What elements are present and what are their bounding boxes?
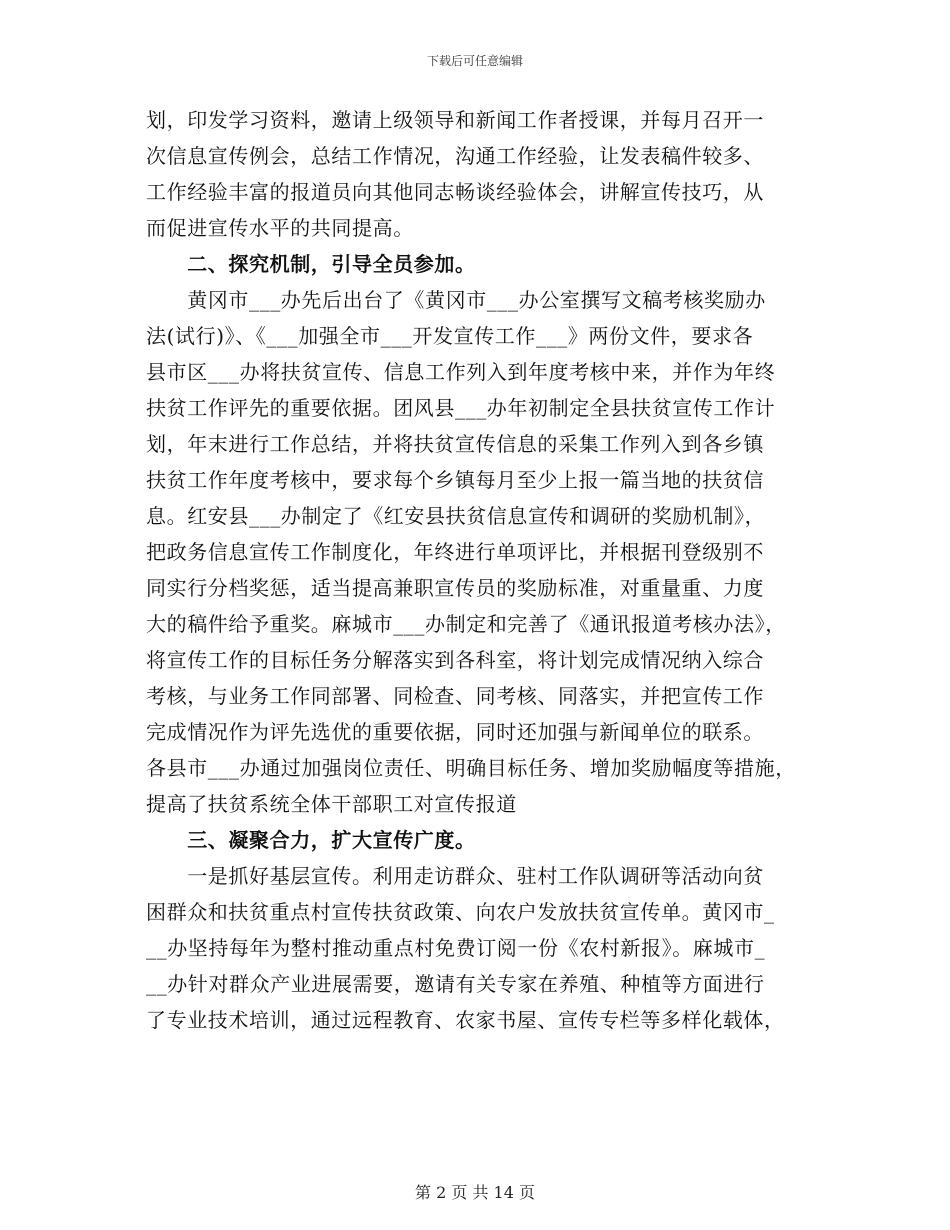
body-text <box>146 102 816 1038</box>
text-line: 了专业技术培训，通过远程教育、农家书屋、宣传专栏等多样化载体， <box>146 1008 785 1032</box>
text-line: 把政务信息宣传工作制度化，年终进行单项评比，并根据刊登级别不 <box>146 540 764 564</box>
page-header: 下载后可任意编辑 <box>426 54 523 68</box>
text-line: 困群众和扶贫重点村宣传扶贫政策、向农户发放扶贫宣传单。黄冈市_ <box>146 900 775 924</box>
text-line: 县市区___办将扶贫宣传、信息工作列入到年度考核中来，并作为年终 <box>146 360 776 384</box>
text-line: 提高了扶贫系统全体干部职工对宣传报道 <box>146 792 517 816</box>
text-line: 各县市___办通过加强岗位责任、明确目标任务、增加奖励幅度等措施， <box>146 756 796 780</box>
text-line: __办坚持每年为整村推动重点村免费订阅一份《农村新报》。麻城市_ <box>146 936 766 960</box>
text-line: 考核，与业务工作同部署、同检查、同考核、同落实，并把宣传工作 <box>146 684 764 708</box>
text-line: 工作经验丰富的报道员向其他同志畅谈经验体会，讲解宣传技巧，从 <box>146 180 764 204</box>
text-line: 息。红安县___办制定了《红安县扶贫信息宣传和调研的奖励机制》， <box>146 504 766 528</box>
text-line: 扶贫工作年度考核中，要求每个乡镇每月至少上报一篇当地的扶贫信 <box>146 468 764 492</box>
page-number: 第 2 页 共 14 页 <box>415 1183 535 1202</box>
section-heading: 三、凝聚合力，扩大宣传广度。 <box>146 828 476 852</box>
text-line: 次信息宣传例会，总结工作情况，沟通工作经验，让发表稿件较多、 <box>146 144 764 168</box>
text-line: 黄冈市___办先后出台了《黄冈市___办公室撰写文稿考核奖励办 <box>146 288 766 312</box>
text-line: __办针对群众产业进展需要，邀请有关专家在养殖、种植等方面进行 <box>146 972 765 996</box>
text-line: 法(试行)》、《___加强全市___开发宣传工作___》两份文件，要求各 <box>146 324 754 348</box>
text-line: 而促进宣传水平的共同提高。 <box>146 216 414 240</box>
text-line: 扶贫工作评先的重要依据。团风县___办年初制定全县扶贫宣传工作计 <box>146 396 776 420</box>
text-line: 将宣传工作的目标任务分解落实到各科室，将计划完成情况纳入综合 <box>146 648 764 672</box>
section-heading: 二、探究机制，引导全员参加。 <box>146 252 476 276</box>
text-line: 一是抓好基层宣传。利用走访群众、驻村工作队调研等活动向贫 <box>146 864 764 888</box>
text-line: 大的稿件给予重奖。麻城市___办制定和完善了《通讯报道考核办法》， <box>146 612 786 636</box>
text-line: 划，年末进行工作总结，并将扶贫宣传信息的采集工作列入到各乡镇 <box>146 432 764 456</box>
text-line: 同实行分档奖惩，适当提高兼职宣传员的奖励标准，对重量重、力度 <box>146 576 764 600</box>
text-line: 完成情况作为评先选优的重要依据，同时还加强与新闻单位的联系。 <box>146 720 764 744</box>
text-line: 划，印发学习资料，邀请上级领导和新闻工作者授课，并每月召开一 <box>146 108 764 132</box>
